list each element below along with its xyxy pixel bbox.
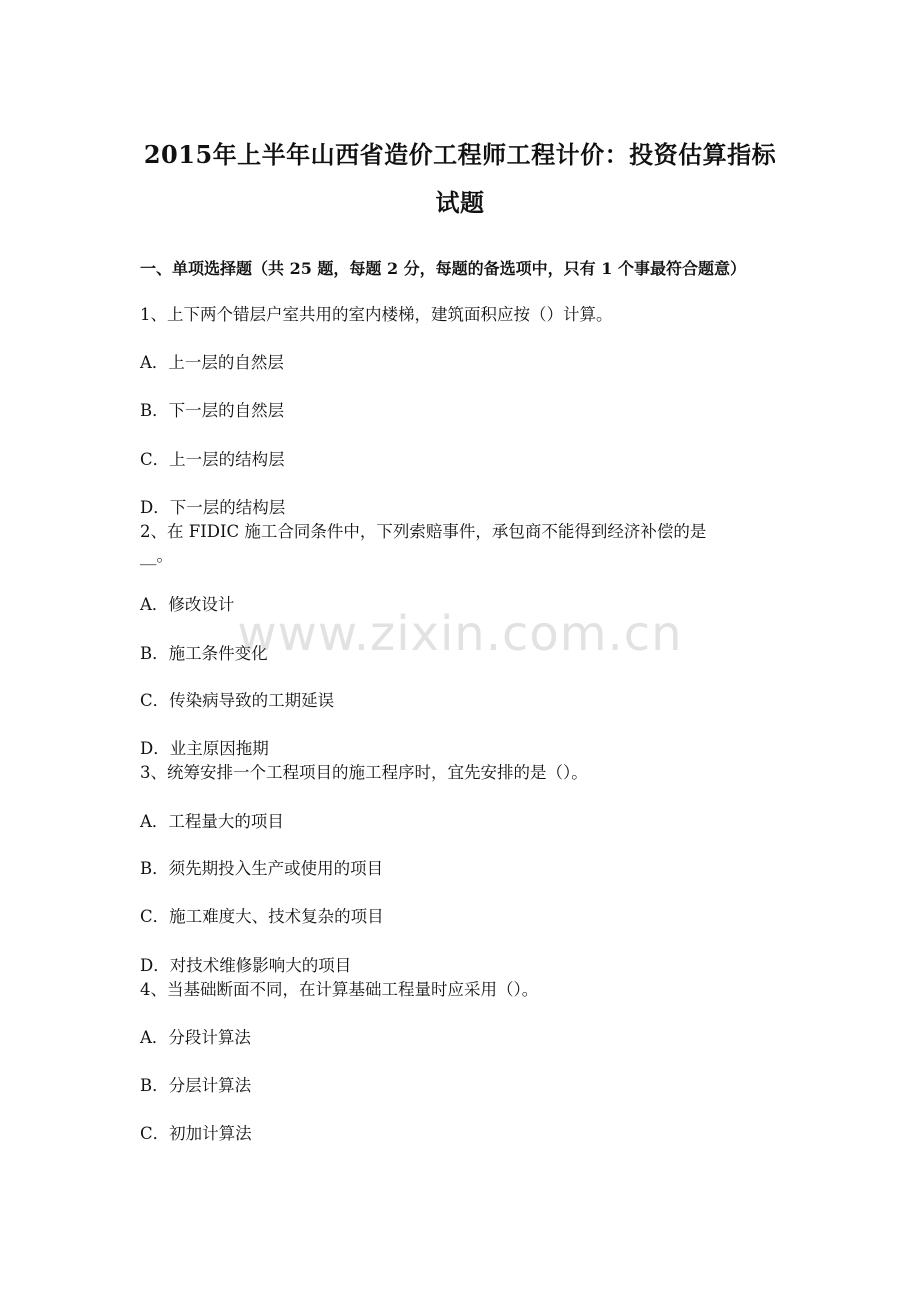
- question-3-option-c: C．施工难度大、技术复杂的项目: [140, 907, 384, 926]
- document-title-line2: 试题: [435, 188, 485, 217]
- question-4-option-b: B．分层计算法: [140, 1076, 252, 1095]
- question-4-option-c: C．初加计算法: [140, 1124, 252, 1143]
- question-3-option-d: D．对技术维修影响大的项目: [140, 956, 352, 975]
- document-title-line1: 2015年上半年山西省造价工程师工程计价：投资估算指标: [143, 140, 777, 169]
- question-2-stem: 2、在 FIDIC 施工合同条件中，下列索赔事件，承包商不能得到经济补偿的是: [140, 522, 707, 541]
- question-1-option-d: D．下一层的结构层: [140, 498, 286, 517]
- question-3-option-a: A．工程量大的项目: [140, 812, 284, 831]
- section-heading: 一、单项选择题（共 25 题，每题 2 分，每题的备选项中，只有 1 个事最符合题意）: [140, 259, 746, 278]
- question-2-option-d: D．业主原因拖期: [140, 739, 269, 758]
- question-3-stem: 3、统筹安排一个工程项目的施工程序时，宜先安排的是（）。: [140, 763, 588, 782]
- question-2-stem-continuation: __。: [140, 546, 173, 565]
- question-4-option-a: A．分段计算法: [140, 1028, 251, 1047]
- question-1-option-b: B．下一层的自然层: [140, 401, 285, 420]
- question-1-option-a: A．上一层的自然层: [140, 353, 284, 372]
- question-2-option-c: C．传染病导致的工期延误: [140, 691, 335, 710]
- question-3-option-b: B．须先期投入生产或使用的项目: [140, 859, 384, 878]
- question-1-stem: 1、上下两个错层户室共用的室内楼梯，建筑面积应按（）计算。: [140, 305, 613, 324]
- watermark: www.zixin.com.cn: [237, 606, 683, 662]
- question-4-stem: 4、当基础断面不同，在计算基础工程量时应采用（）。: [140, 980, 539, 999]
- question-2-option-a: A．修改设计: [140, 595, 235, 614]
- question-1-option-c: C．上一层的结构层: [140, 450, 285, 469]
- question-2-option-b: B．施工条件变化: [140, 644, 268, 663]
